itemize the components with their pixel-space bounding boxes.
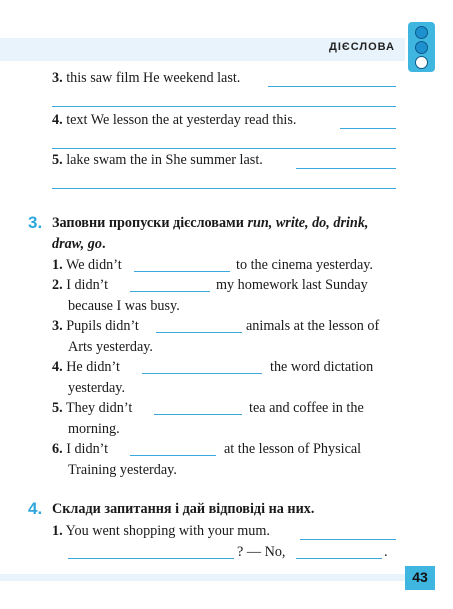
answer-line[interactable] (52, 148, 396, 149)
answer-blank[interactable] (130, 291, 210, 292)
list-item: 2. I didn’t (52, 277, 109, 293)
answer-line[interactable] (52, 188, 396, 189)
footer-band (0, 574, 405, 581)
item-text-cont: because I was busy. (68, 298, 180, 314)
answer-blank[interactable] (130, 455, 216, 456)
level-dot-1-icon (415, 26, 428, 39)
section-title: ДІЄСЛОВА (328, 41, 395, 53)
answer-line[interactable] (296, 168, 396, 169)
answer-line[interactable] (300, 539, 396, 540)
item-text-cont: Training yesterday. (68, 462, 177, 478)
answer-blank[interactable] (68, 558, 234, 559)
item-text-cont: yesterday. (68, 380, 125, 396)
answer-line[interactable] (52, 106, 396, 107)
task-3-title-cont: draw, go. (52, 236, 106, 252)
item-text-after: tea and coffee in the (249, 400, 364, 416)
list-item: 4. text We lesson the at yesterday read this. (52, 112, 297, 128)
answer-blank[interactable] (296, 558, 382, 559)
task-3-title: Заповни пропуски дієсловами run, write, do, drink, (52, 215, 369, 231)
answer-text: ? — No, (237, 544, 286, 560)
answer-blank[interactable] (134, 271, 230, 272)
answer-blank[interactable] (142, 373, 262, 374)
list-item: 3. this saw film He weekend last. (52, 70, 241, 86)
item-text-cont: Arts yesterday. (68, 339, 153, 355)
list-item: 1. You went shopping with your mum. (52, 523, 270, 539)
level-dot-3-icon (415, 56, 428, 69)
task-4-title: Склади запитання і дай відповіді на них. (52, 501, 315, 517)
answer-line[interactable] (268, 86, 396, 87)
page-number-box (405, 566, 435, 590)
page-number: 43 (412, 569, 428, 585)
difficulty-indicator (408, 22, 435, 72)
answer-line[interactable] (340, 128, 396, 129)
answer-blank[interactable] (154, 414, 242, 415)
level-dot-2-icon (415, 41, 428, 54)
list-item: 6. I didn’t (52, 441, 109, 457)
item-text-after: to the cinema yesterday. (236, 257, 373, 273)
list-item: 3. Pupils didn’t (52, 318, 139, 334)
list-item: 5. They didn’t (52, 400, 133, 416)
item-text-after: the word dictation (270, 359, 374, 375)
answer-blank[interactable] (156, 332, 242, 333)
item-text-cont: morning. (68, 421, 120, 437)
list-item: 1. We didn’t (52, 257, 122, 273)
task-3-number: 3. (28, 213, 43, 232)
list-item: 5. lake swam the in She summer last. (52, 152, 263, 168)
item-text-after: at the lesson of Physical (224, 441, 362, 457)
item-text-after: animals at the lesson of (246, 318, 380, 334)
item-text-after: my homework last Sunday (216, 277, 368, 293)
answer-end: . (384, 544, 388, 560)
list-item: 4. He didn’t (52, 359, 120, 375)
task-4-number: 4. (28, 499, 43, 518)
